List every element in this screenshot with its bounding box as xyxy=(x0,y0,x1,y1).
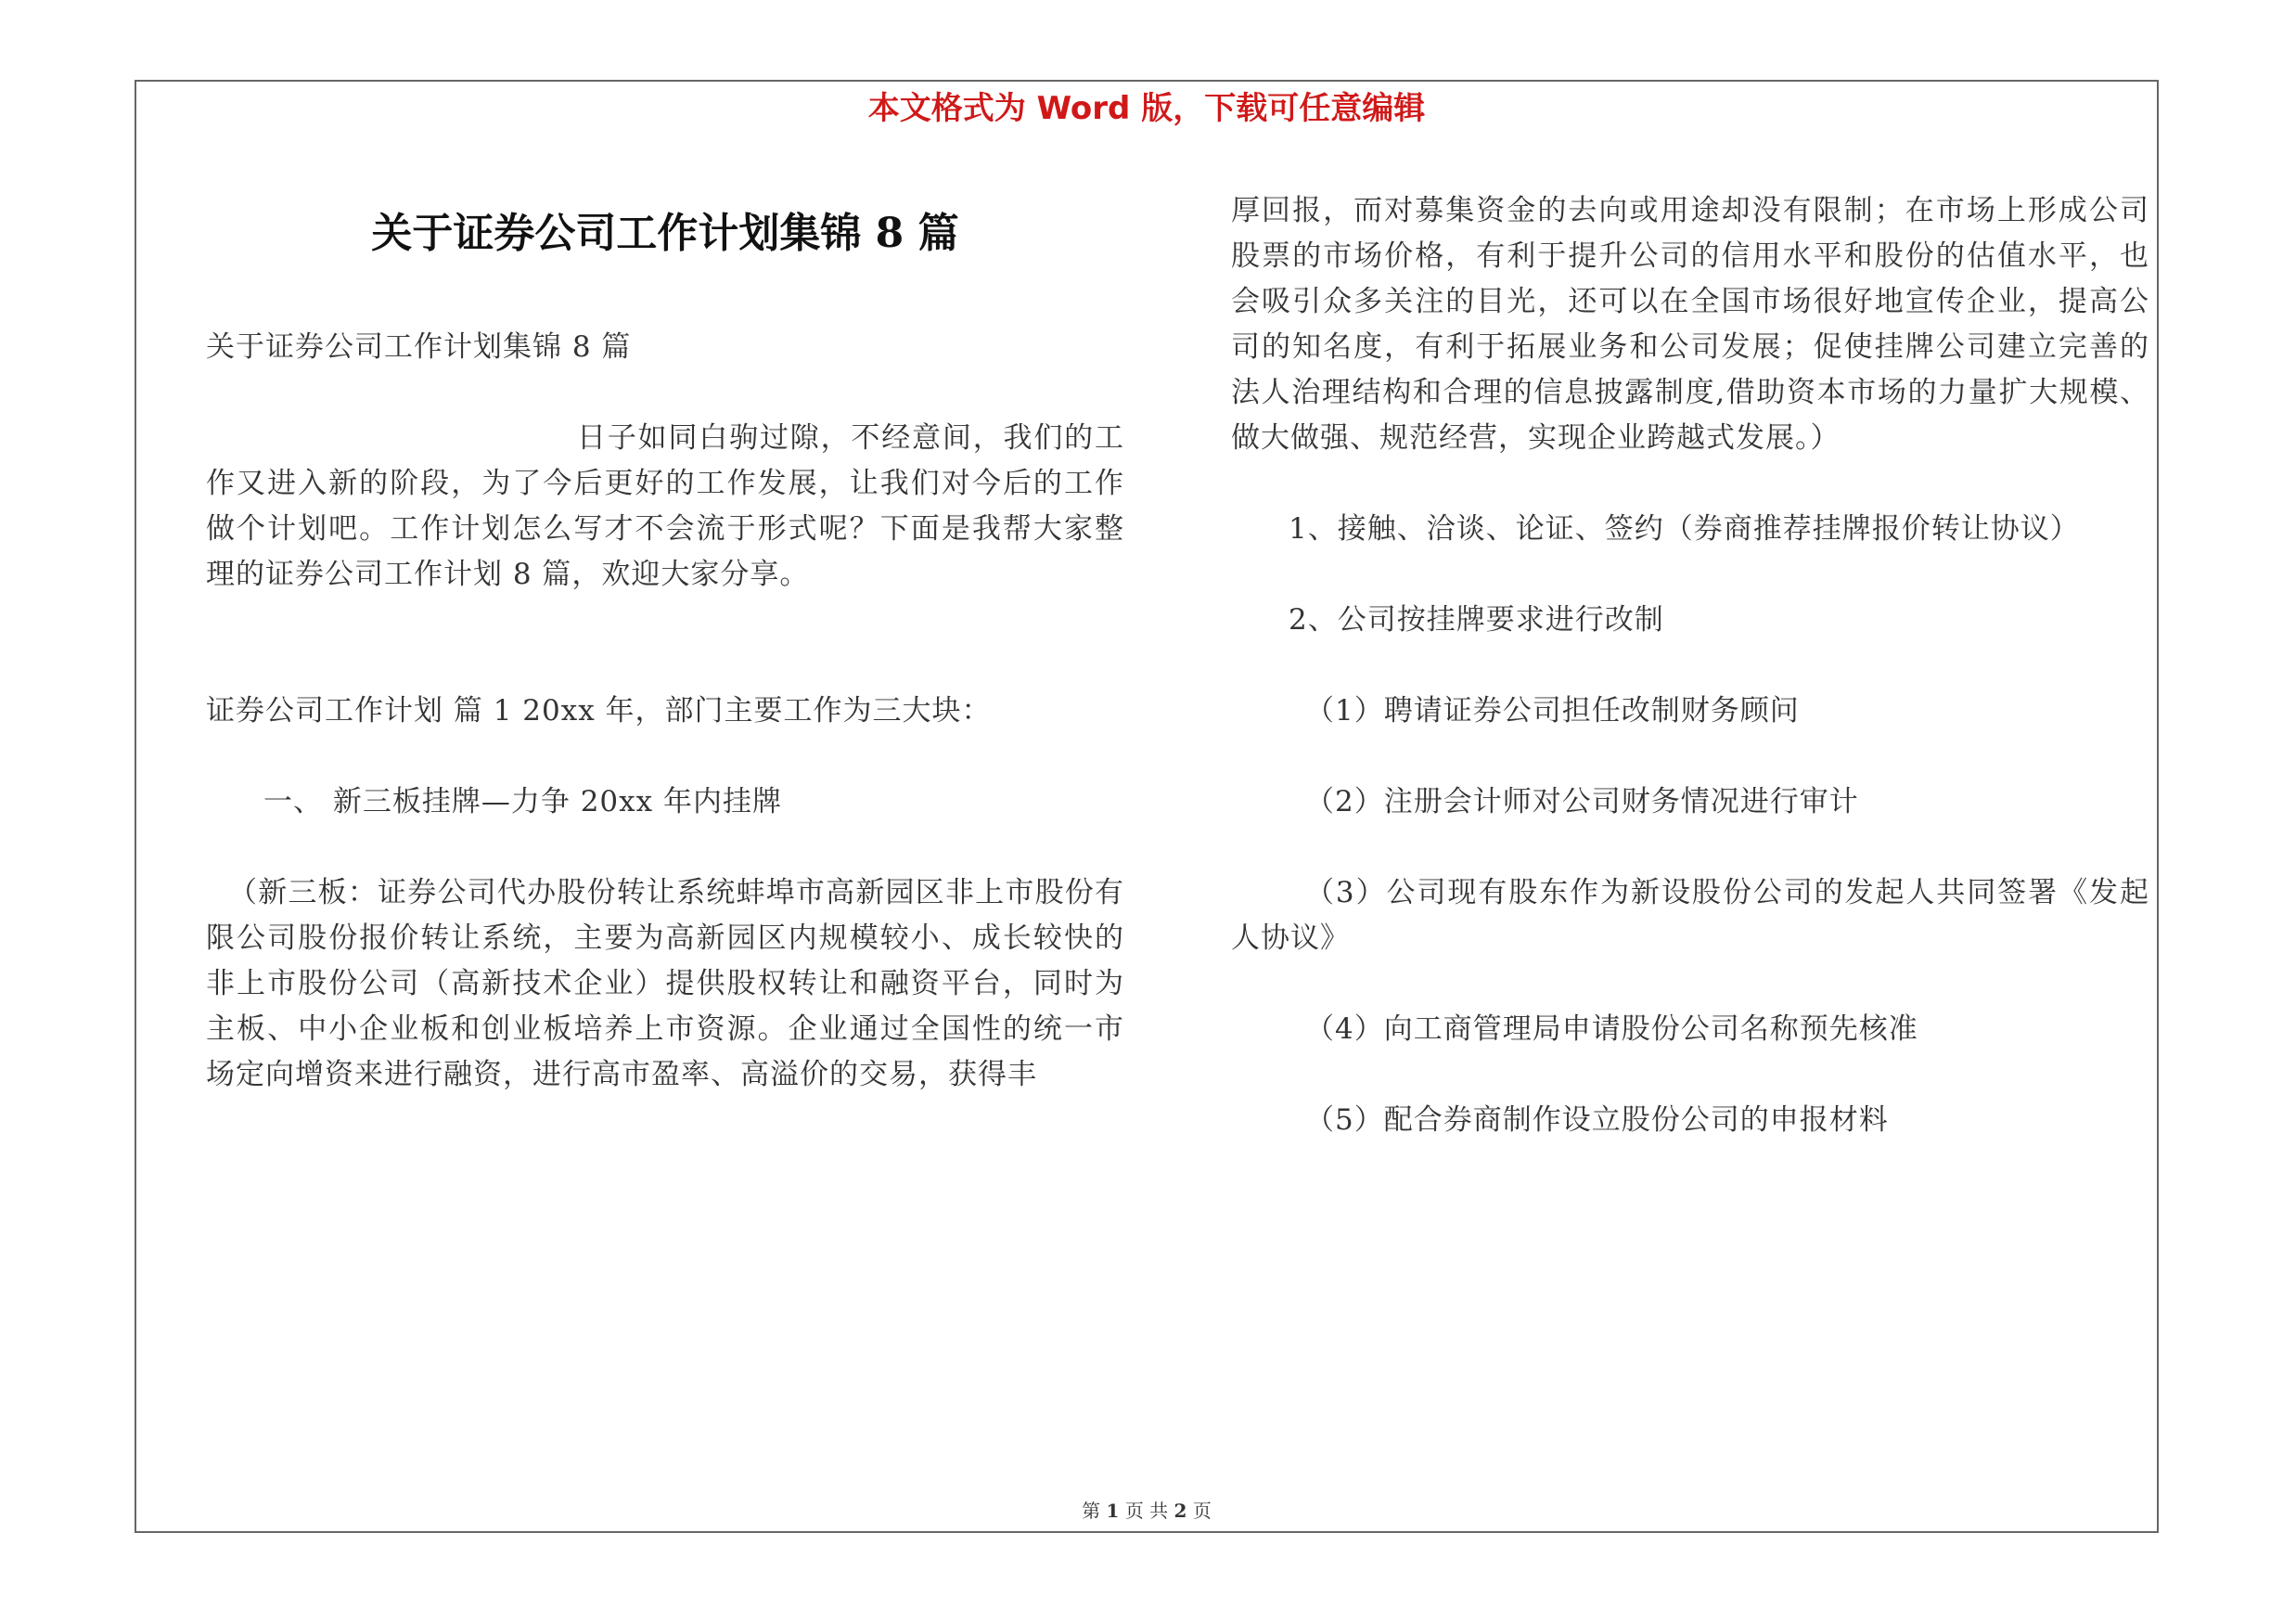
note-paragraph: （新三板：证券公司代办股份转让系统蚌埠市高新园区非上市股份有限公司股份报价转让系统，主要为高新园区内规模较小、成长较快的非上市股份公司（高新技术企业）提供股权转让和融资平台，同时为主板、中小企业板和创业板培养上市资源。企业通过全国性的统一市场定向增资来进行融资，进行高市盈率、高溢价的交易，获得丰 xyxy=(206,876,1124,1091)
subtitle: 关于证券公司工作计划集锦 8 篇 xyxy=(206,330,632,364)
footer-middle: 页 共 xyxy=(1124,1500,1169,1522)
note-continuation: 厚回报，而对募集资金的去向或用途却没有限制；在市场上形成公司股票的市场价格，有利于提升公司的信用水平和股份的估值水平，也会吸引众多关注的目光，还可以在全国市场很好地宣传企业，提高公司的知名度，有利于拓展业务和公司发展；促使挂牌公司建立完善的法人治理结构和合理的信息披露制度,借助资本市场的力量扩大规模、做大做强、规范经营，实现企业跨越式发展。） xyxy=(1231,194,2149,455)
section-heading: 证券公司工作计划 篇 1 20xx 年，部门主要工作为三大块： xyxy=(206,694,992,728)
sub-step-item: （5）配合券商制作设立股份公司的申报材料 xyxy=(1305,1103,1889,1137)
item-heading: 一、 新三板挂牌—力争 20xx 年内挂牌 xyxy=(263,785,782,818)
step-item: 2、公司按挂牌要求进行改制 xyxy=(1289,603,1664,637)
sub-step-item: （2）注册会计师对公司财务情况进行审计 xyxy=(1305,785,1859,818)
sub-step-item: （1）聘请证券公司担任改制财务顾问 xyxy=(1305,694,1800,728)
total-pages-number: 2 xyxy=(1174,1500,1187,1522)
sub-step-item: （3）公司现有股东作为新设股份公司的发起人共同签署《发起人协议》 xyxy=(1231,876,2149,955)
document-title: 关于证券公司工作计划集锦 8 篇 xyxy=(371,210,959,257)
page-footer xyxy=(135,1497,2159,1525)
step-item: 1、接触、洽谈、论证、签约（券商推荐挂牌报价转让协议） xyxy=(1289,512,2080,546)
editable-banner: 本文格式为 Word 版，下载可任意编辑 xyxy=(867,90,1426,127)
intro-paragraph: 日子如同白驹过隙，不经意间，我们的工作又进入新的阶段，为了今后更好的工作发展，让我们对今后的工作做个计划吧。工作计划怎么写才不会流于形式呢？下面是我帮大家整理的证券公司工作计划 8 篇，欢迎大家分享。 xyxy=(206,421,1124,591)
sub-step-item: （4）向工商管理局申请股份公司名称预先核准 xyxy=(1305,1012,1918,1046)
footer-prefix: 第 xyxy=(1082,1500,1101,1522)
right-column xyxy=(1231,188,2149,1189)
current-page-number: 1 xyxy=(1106,1500,1120,1522)
footer-suffix: 页 xyxy=(1192,1500,1212,1522)
left-column xyxy=(206,325,1124,1143)
